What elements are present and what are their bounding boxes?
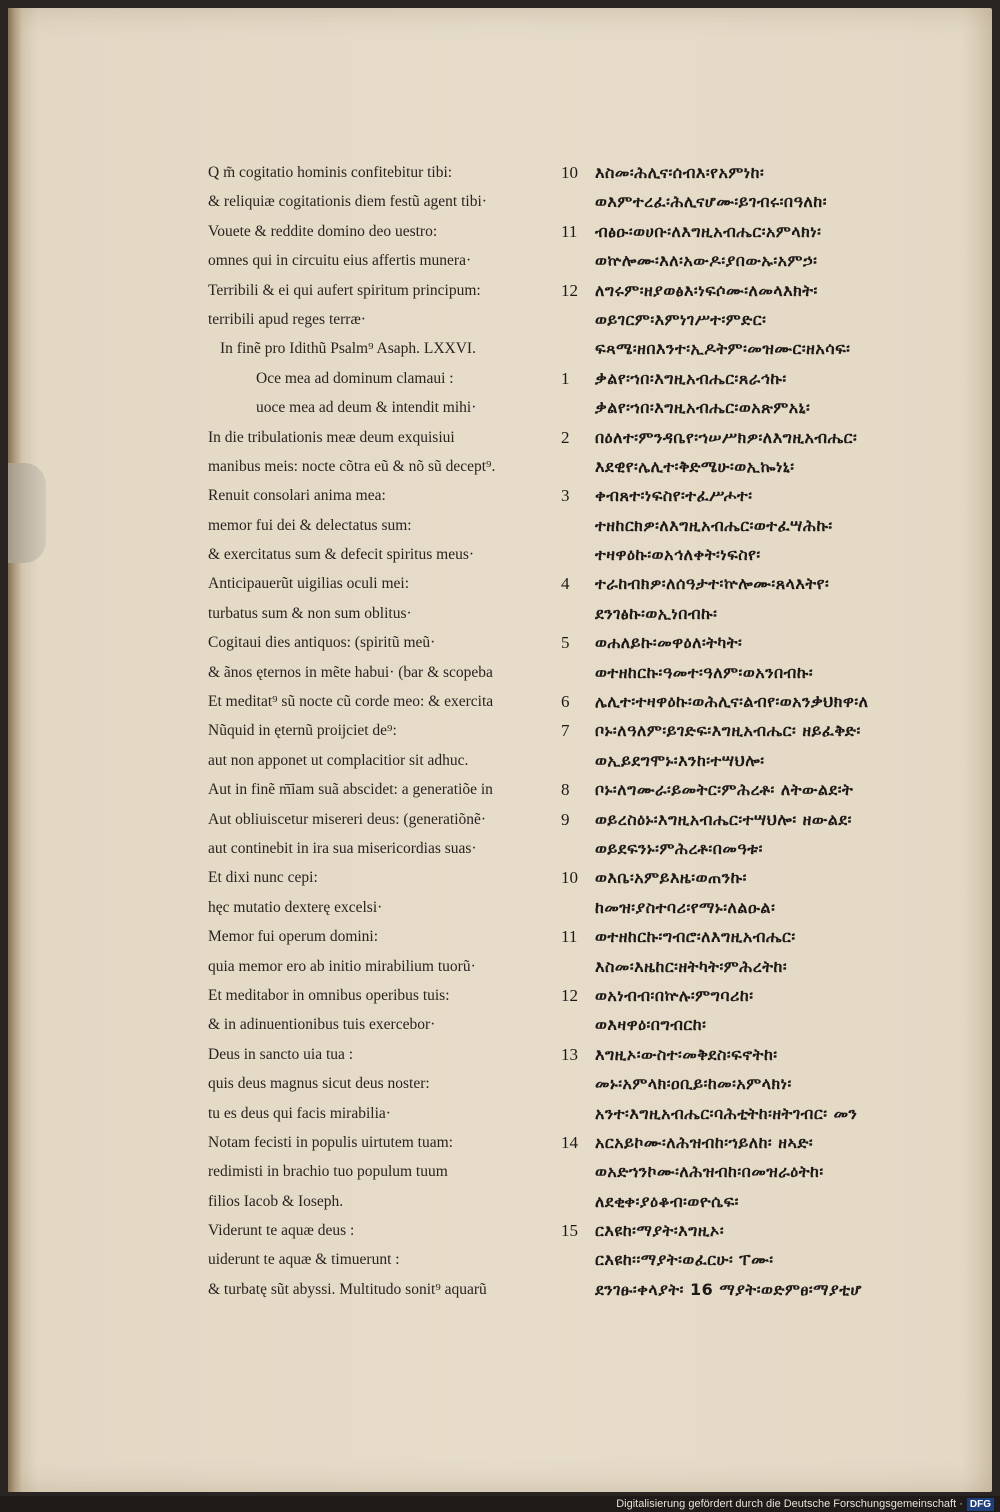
latin-line: & ãnos ęternos in mẽte habui· (bar & scopeba	[208, 663, 493, 681]
geez-verse-text: መኑ፡አምላክ፡ዐቢይ፡ከመ፡አምላክነ፡	[595, 1074, 792, 1094]
verse-number: 14	[561, 1132, 578, 1152]
latin-line: Renuit consolari anima mea:	[208, 487, 386, 505]
geez-line	[561, 158, 1000, 187]
latin-line: manibus meis: nocte cõtra eũ & nõ sũ decept⁹.	[208, 457, 496, 475]
geez-verse-text: ተዛዋዕኩ፡ወአኅለቀት፡ነፍስየ፡	[595, 545, 761, 565]
latin-line: redimisti in brachio tuo populum tuum	[208, 1163, 448, 1181]
geez-verse-text: ቀብጸተ፡ነፍስየ፡ተፈሥሖተ፡	[595, 486, 753, 506]
geez-line	[561, 716, 1000, 745]
verse-number: 7	[561, 721, 570, 741]
geez-line	[561, 952, 1000, 981]
latin-line: Et meditat⁹ sũ nocte cũ corde meo: & exercita	[208, 693, 494, 711]
verse-number: 10	[561, 868, 578, 888]
verse-number: 2	[561, 427, 570, 447]
geez-line	[561, 364, 1000, 393]
latin-line: aut non apponet ut complacitior sit adhuc.	[208, 751, 469, 769]
geez-line	[561, 1216, 1000, 1245]
geez-line	[561, 746, 1000, 775]
geez-line	[561, 805, 1000, 834]
geez-line	[561, 628, 1000, 657]
geez-verse-text: ሌሊተ፡ተዛዋዕኩ፡ወሕሊና፡ልብየ፡ወአንቃህክዋ፡ለ	[595, 692, 869, 712]
geez-line	[561, 687, 1000, 716]
geez-verse-text: ወኢይደግሞኑ፡እንከ፡ተሣህሎ፡	[595, 750, 765, 770]
geez-verse-text: እደዊየ፡ሌሊተ፡ቅድሜሁ፡ወኢኰነኒ፡	[595, 456, 795, 476]
latin-line: Aut in finẽ m͞iam suã abscidet: a generatiõe in	[208, 781, 493, 799]
geez-line	[561, 452, 1000, 481]
latin-line: quia memor ero ab initio mirabilium tuorũ·	[208, 957, 476, 975]
latin-line: aut continebit in ira sua misericordias suas·	[208, 839, 477, 857]
latin-line: omnes qui in circuitu eius affertis munera·	[208, 252, 472, 270]
geez-line	[561, 1128, 1000, 1157]
verse-number: 10	[561, 163, 578, 182]
latin-line: Notam fecisti in populis uirtutem tuam:	[208, 1133, 453, 1151]
geez-verse-text: ፍጻሜ፡ዘበእንተ፡ኢዶትም፡መዝሙር፡ዘአሳፍ፡	[595, 339, 851, 359]
verse-number: 3	[561, 486, 570, 506]
geez-verse-text: ርእዩከ፡ማያት፡እግዚኦ፡	[595, 1221, 725, 1241]
verse-number: 6	[561, 692, 570, 712]
latin-line: & turbatę sũt abyssi. Multitudo sonit⁹ aquarũ	[208, 1280, 487, 1298]
geez-verse-text: ወተዘከርኩ፡ግብሮ፡ለእግዚአብሔር፡	[595, 927, 796, 947]
manuscript-page	[8, 8, 992, 1492]
footer-text: Digitalisierung gefördert durch die Deutsche Forschungsgemeinschaft ·	[616, 1498, 963, 1510]
geez-verse-text: ከመዝ፡ያስተባሪ፡የማኑ፡ለልዑል፡	[595, 897, 776, 917]
geez-verse-text: ደንገፅኩ፡ወኢነበብኩ፡	[595, 603, 718, 623]
geez-line	[561, 599, 1000, 628]
latin-line: Nũquid in ęternũ proijciet de⁹:	[208, 722, 397, 740]
geez-verse-text: እስመ፡ሕሊና፡ሰብእ፡የአምነከ፡	[595, 163, 765, 182]
geez-verse-text: ቦኑ፡ለዓለም፡ይገድፍ፡እግዚአብሔር፡ ዘይፈቅድ፡	[595, 721, 861, 741]
latin-line: Et dixi nunc cepi:	[208, 869, 318, 887]
geez-line	[561, 1040, 1000, 1069]
latin-line: filios Iacob & Ioseph.	[208, 1192, 344, 1210]
geez-verse-text: ወእምተረፈ፡ሕሊናሆሙ፡ይገብሩ፡በዓለከ፡	[595, 192, 828, 212]
geez-verse-text: ወይረስዕኑ፡እግዚአብሔር፡ተሣህሎ፡ ዘውልደ፡	[595, 809, 852, 829]
latin-line: memor fui dei & delectatus sum:	[208, 516, 412, 534]
geez-verse-text: እግዚኦ፡ውስተ፡መቅደስ፡ፍኖትከ፡	[595, 1044, 778, 1064]
verse-number: 5	[561, 633, 570, 653]
geez-verse-text: ወሐለይኩ፡መዋዕለ፡ትካት፡	[595, 633, 743, 653]
verse-number: 12	[561, 280, 578, 300]
geez-line	[561, 775, 1000, 804]
geez-line	[561, 334, 1000, 363]
geez-line	[561, 1010, 1000, 1039]
footer-credit	[616, 1496, 994, 1512]
geez-verse-text: በዕለተ፡ምንዳቤየ፡ኀሠሥክዎ፡ለእግዚአብሔር፡	[595, 427, 858, 447]
latin-line: Oce mea ad dominum clamaui :	[256, 369, 454, 387]
latin-line: Viderunt te aquæ deus :	[208, 1222, 355, 1240]
geez-verse-text: አርአይኮሙ፡ለሕዝብከ፡ኀይለከ፡ ዘኣድ፡	[595, 1132, 814, 1152]
geez-verse-text: ወኵሎሙ፡እለ፡አውዶ፡ያበውኡ፡አምኃ፡	[595, 251, 818, 271]
latin-line: uoce mea ad deum & intendit mihi·	[256, 399, 477, 417]
geez-line	[561, 834, 1000, 863]
geez-verse-text: ወተዘከርኩ፡ዓመተ፡ዓለም፡ወአንበብኩ፡	[595, 662, 814, 682]
verse-number: 9	[561, 809, 570, 829]
latin-line: In die tribulationis meæ deum exquisiui	[208, 428, 455, 446]
verse-number: 13	[561, 1044, 578, 1064]
geez-verse-text: ወእቤ፡አምይእዜ፡ወጠንኩ፡	[595, 868, 747, 888]
page-tab-marker	[8, 463, 46, 563]
geez-line	[561, 246, 1000, 275]
latin-line: Cogitaui dies antiquos: (spiritũ meũ·	[208, 634, 436, 652]
latin-line: uiderunt te aquæ & timuerunt :	[208, 1251, 400, 1269]
geez-line	[561, 569, 1000, 598]
latin-line: Q m̃ cogitatio hominis confitebitur tibi:	[208, 164, 453, 181]
geez-verse-text: ወአድኀንኮሙ፡ለሕዝብከ፡በመዝራዕትከ፡	[595, 1162, 824, 1182]
latin-line: Et meditabor in omnibus operibus tuis:	[208, 986, 450, 1004]
geez-verse-text: ቦኑ፡ለግሙራ፡ይመትር፡ምሕረቶ፡ ለትውልደ፡ት	[595, 780, 854, 800]
geez-line	[561, 540, 1000, 569]
geez-line	[561, 1187, 1000, 1216]
geez-line	[561, 1069, 1000, 1098]
dfg-logo: DFG	[967, 1498, 994, 1511]
verse-number: 15	[561, 1221, 578, 1241]
geez-text-column	[561, 158, 1000, 1304]
geez-verse-text: ለደቂቀ፡ያዕቆብ፡ወዮሴፍ፡	[595, 1191, 739, 1211]
latin-line: Aut obliuiscetur misereri deus: (generatiõnẽ·	[208, 810, 487, 828]
latin-line: Vouete & reddite domino deo uestro:	[208, 222, 438, 240]
geez-line	[561, 863, 1000, 892]
verse-number: 11	[561, 221, 578, 241]
geez-verse-text: ወአነብብ፡በኵሉ፡ምግባሪከ፡	[595, 985, 754, 1005]
geez-line	[561, 187, 1000, 216]
verse-number: 12	[561, 985, 578, 1005]
geez-line	[561, 217, 1000, 246]
geez-verse-text: ወይደፍንኑ፡ምሕረቶ፡በመዓቱ፡	[595, 838, 763, 858]
geez-line	[561, 276, 1000, 305]
geez-verse-text: ተዘከርክዎ፡ለእግዚአብሔር፡ወተፈሣሕኩ፡	[595, 515, 833, 535]
latin-line: Anticipauerũt uigilias oculi mei:	[208, 575, 410, 593]
geez-line	[561, 1275, 1000, 1304]
geez-line	[561, 511, 1000, 540]
latin-line: & reliquiæ cogitationis diem festũ agent tibi·	[208, 193, 487, 211]
page-spine-shadow	[8, 8, 22, 1492]
latin-line: Memor fui operum domini:	[208, 928, 379, 946]
geez-verse-text: ተራከብክዎ፡ለሰዓታተ፡ኵሎሙ፡ጸላእትየ፡	[595, 574, 830, 594]
geez-verse-text: ወእዛዋዕ፡በግብርከ፡	[595, 1015, 707, 1035]
latin-line: terribili apud reges terræ·	[208, 310, 366, 328]
geez-line	[561, 423, 1000, 452]
geez-line	[561, 658, 1000, 687]
geez-verse-text: ብፅዑ፡ወሀቡ፡ለእግዚአብሔር፡አምላክነ፡	[595, 221, 822, 241]
geez-line	[561, 893, 1000, 922]
geez-verse-text: ቃልየ፡ኀበ፡እግዚአብሔር፡ጸራኅኩ፡	[595, 368, 787, 388]
geez-verse-text: ርእዩከ፡፡ማያት፡ወፈርሁ፡ ፐሙ፡	[595, 1250, 774, 1270]
latin-line: quis deus magnus sicut deus noster:	[208, 1075, 430, 1093]
geez-line	[561, 1157, 1000, 1186]
verse-number: 1	[561, 368, 570, 388]
geez-verse-text: ወይገርም፡እምነገሥተ፡ምድር፡	[595, 309, 767, 329]
geez-line	[561, 1099, 1000, 1128]
geez-line	[561, 922, 1000, 951]
latin-line: hęc mutatio dexterę excelsi·	[208, 898, 383, 916]
verse-number: 4	[561, 574, 570, 594]
verse-number: 8	[561, 780, 570, 800]
geez-line	[561, 393, 1000, 422]
geez-line	[561, 305, 1000, 334]
verse-number: 11	[561, 927, 578, 947]
latin-line: Deus in sancto uia tua :	[208, 1045, 354, 1063]
geez-verse-text: ቃልየ፡ኀበ፡እግዚአብሔር፡ወአጽምአኒ፡	[595, 398, 811, 418]
latin-line: turbatus sum & non sum oblitus·	[208, 604, 412, 622]
latin-line: & in adinuentionibus tuis exercebor·	[208, 1016, 436, 1034]
latin-line: In finẽ pro Idithũ Psalm⁹ Asaph. LXXVI.	[220, 340, 476, 358]
geez-line	[561, 481, 1000, 510]
geez-line	[561, 981, 1000, 1010]
geez-verse-text: እስመ፡እዜከር፡ዘትካት፡ምሕረትከ፡	[595, 956, 788, 976]
geez-verse-text: ደንገፁ፡ቀላያት፡ 16 ማያት፡ወድምፀ፡ማያቲሆ	[595, 1279, 862, 1299]
geez-verse-text: ለግሩም፡ዘያወፅእ፡ነፍሶሙ፡ለመላእክት፡	[595, 280, 818, 300]
latin-line: Terribili & ei qui aufert spiritum principum:	[208, 281, 481, 299]
latin-line: tu es deus qui facis mirabilia·	[208, 1104, 391, 1122]
geez-verse-text: አንተ፡እግዚአብሔር፡ባሕቲትከ፡ዘትገብር፡ መን	[595, 1103, 858, 1123]
geez-line	[561, 1245, 1000, 1274]
latin-text-column	[208, 158, 543, 1304]
latin-line: & exercitatus sum & defecit spiritus meus·	[208, 546, 475, 564]
